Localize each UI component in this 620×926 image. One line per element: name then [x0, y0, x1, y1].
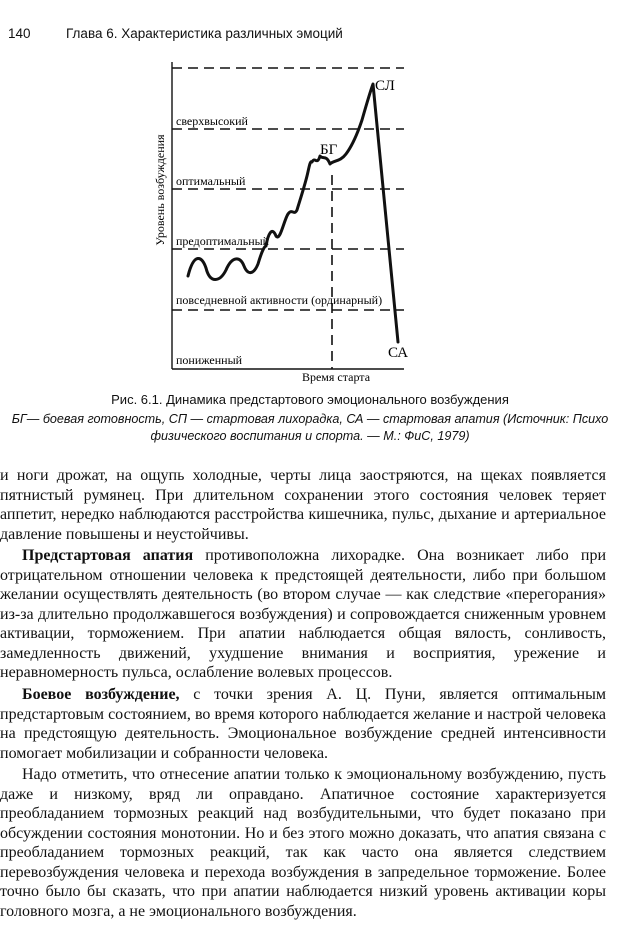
paragraph-3: [0, 685, 606, 763]
chapter-title: Глава 6. Характеристика различных эмоций: [66, 26, 343, 41]
body-text: [0, 466, 606, 922]
legend-line-1: БГ— боевая готовность, СП — стартовая лихорадка, СА — стартовая апатия (Источник: Психо: [11, 412, 609, 426]
y-axis-label: Уровень возбуждения: [153, 134, 167, 246]
paragraph-4: Надо отметить, что отнесение апатии только к эмоциональному возбуждению, пусть даже и низкому, вряд ли оправдано. Апатичное состояние характеризуется преобладанием тормозных реакций над возбудительными, что будет показано при обсуждении состояния монотонии. Но и без этого можно доказать, что апатия связана с преобладанием тормозных реакций, так как часто она является следствием перевозбуждения человека и перехода возбуждения в запредельное торможение. Более точно было бы сказать, что при апатии наблюдается низкий уровень активации коры головного мозга, а не эмоционального возбуждения.: [0, 766, 606, 921]
figure-caption: Рис. 6.1. Динамика предстартового эмоционального возбуждения: [111, 392, 509, 407]
page-header: [8, 26, 608, 48]
level-label-ordinary: повседневной активности (ординарный): [176, 293, 383, 307]
paragraph-3-text: с точки зрения А. Ц. Пуни, является оптимальным предстартовым состоянием, во время которого наблюдается желание и настрой человека на предстоящую деятельность. Эмоциональное возбуждение средней интенсивности помогает мобилизации и собранности человека.: [0, 686, 606, 762]
level-label-superhigh: сверхвысокий: [176, 114, 248, 128]
page-number: 140: [8, 26, 31, 41]
term-combat-excitement: Боевое возбуждение,: [22, 686, 180, 704]
level-label-preoptimal: предоптимальный: [176, 234, 270, 248]
figure-legend: [0, 411, 620, 445]
excitation-diagram: [0, 50, 620, 390]
paragraph-1: и ноги дрожат, на ощупь холодные, черты лица заостряются, на щеках появляется пятнистый румянец. При длительном сохранении этого состояния человек теряет аппетит, нередко наблюдаются расстройства кишечника, пульс, дыхание и артериальное давление повышены и неустойчивы.: [0, 467, 606, 543]
term-prestart-apathy: Предстартовая апатия: [22, 547, 194, 565]
label-sl: СЛ: [375, 78, 395, 94]
paragraph-2-text: противоположна лихорадке. Она возникает либо при отрицательном отношении человека к предстоящей деятельности, либо при большом желании осуществлять деятельность (во втором случае — как следствие «перегорания» из-за длительно продолжавшегося возбуждения) и сопровождается сниженным уровнем активации, торможением. При апатии наблюдается общая вялость, сонливость, замедленность движений, ухудшение внимания и восприятия, урежение и неравномерность пульса, ослабление волевых процессов.: [0, 547, 607, 682]
paragraph-2: [0, 546, 606, 683]
label-sa: СА: [388, 345, 409, 361]
legend-line-2: физического воспитания и спорта. — М.: ФиС, 1979): [150, 429, 470, 443]
level-label-optimal: оптимальный: [176, 174, 246, 188]
label-bg: БГ: [320, 142, 338, 158]
level-label-low: пониженный: [176, 353, 243, 367]
x-axis-label: Время старта: [301, 370, 371, 384]
